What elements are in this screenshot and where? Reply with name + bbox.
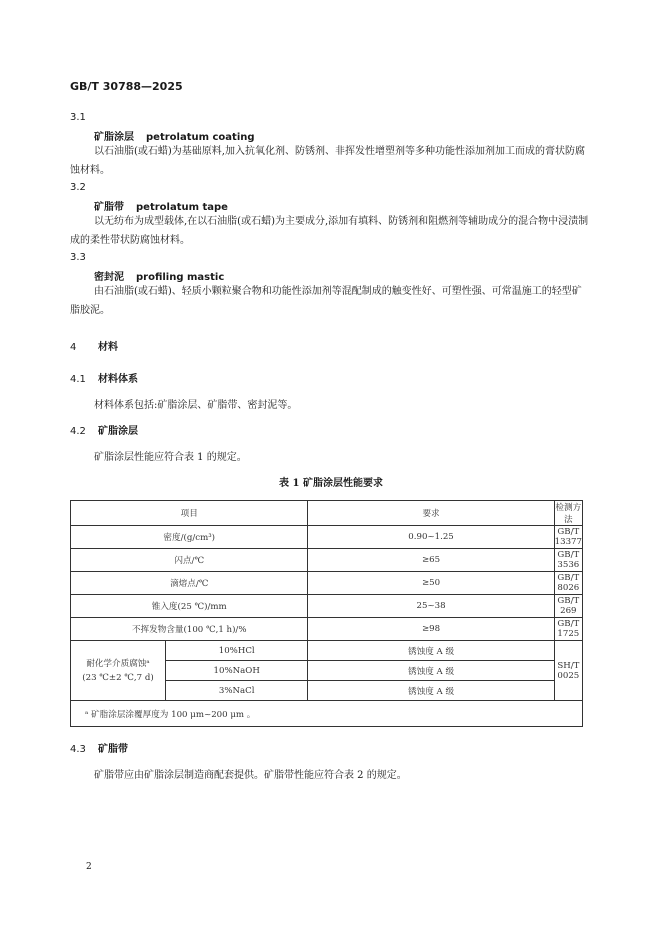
table-header-row bbox=[71, 501, 583, 526]
cell-method: GB/T 13377 bbox=[554, 527, 582, 547]
cell-item: 锥入度(25 ℃)/mm bbox=[71, 595, 308, 618]
standard-header: GB/T 30788—2025 bbox=[70, 80, 183, 93]
cell-method: GB/T 8026 bbox=[554, 572, 582, 595]
cell-requirement: 0.90~1.25 bbox=[308, 526, 554, 549]
table-row bbox=[71, 526, 583, 549]
cell-item: 不挥发物含量(100 ℃,1 h)/% bbox=[71, 618, 308, 641]
section-title: 矿脂涂层 bbox=[98, 426, 138, 437]
section-text: 矿脂带应由矿脂涂层制造商配套提供。矿脂带性能应符合表 2 的规定。 bbox=[94, 770, 407, 781]
subsection-heading bbox=[70, 422, 138, 437]
cell-medium: 10%NaOH bbox=[165, 661, 307, 681]
cell-requirement: 锈蚀度 A 级 bbox=[308, 641, 554, 661]
cell-method: SH/T 0025 bbox=[554, 641, 582, 701]
cell-requirement: 25~38 bbox=[308, 595, 554, 618]
term-definition: 以石油脂(或石蜡)为基础原料,加入抗氧化剂、防锈剂、非挥发性增塑剂等多种功能性添加剂加工而成的膏状防腐蚀材料。 bbox=[70, 146, 585, 176]
header-requirement: 要求 bbox=[308, 501, 554, 526]
term-definition: 由石油脂(或石蜡)、轻质小颗粒聚合物和功能性添加剂等混配制成的触变性好、可塑性强、可常温施工的轻型矿脂胶泥。 bbox=[70, 286, 582, 316]
cell-item: 滴熔点/℃ bbox=[71, 572, 308, 595]
header-item: 项目 bbox=[71, 501, 308, 526]
section-number: 4.1 bbox=[70, 374, 86, 385]
term-zh: 密封泥 bbox=[94, 272, 124, 283]
section-heading bbox=[70, 338, 118, 353]
section-text: 矿脂涂层性能应符合表 1 的规定。 bbox=[94, 452, 247, 463]
table-row bbox=[71, 572, 583, 595]
cell-method: GB/T 1725 bbox=[554, 618, 582, 641]
section-title: 材料体系 bbox=[98, 374, 138, 385]
table-row bbox=[71, 595, 583, 618]
table-caption: 表 1 矿脂涂层性能要求 bbox=[279, 478, 383, 489]
cell-requirement: ≥65 bbox=[308, 549, 554, 572]
cell-chem-resistance bbox=[71, 641, 166, 701]
section-title: 材料 bbox=[98, 342, 118, 353]
requirements-table bbox=[70, 500, 583, 727]
term-zh: 矿脂带 bbox=[94, 202, 124, 213]
section-text: 材料体系包括:矿脂涂层、矿脂带、密封泥等。 bbox=[94, 400, 298, 411]
subsection-heading bbox=[70, 370, 138, 385]
header-method: 检测方法 bbox=[554, 501, 582, 526]
cell-medium: 3%NaCl bbox=[165, 681, 307, 701]
term-definition: 以无纺布为成型载体,在以石油脂(或石蜡)为主要成分,添加有填料、防锈剂和阻燃剂等辅助成分的混合物中浸渍制成的柔性带状防腐蚀材料。 bbox=[70, 216, 589, 246]
cell-item: 密度/(g/cm³) bbox=[71, 526, 308, 549]
subsection-heading bbox=[70, 740, 128, 755]
term-en: profiling mastic bbox=[136, 272, 225, 283]
term-zh: 矿脂涂层 bbox=[94, 132, 134, 143]
section-title: 矿脂带 bbox=[98, 744, 128, 755]
cell-medium: 10%HCl bbox=[165, 641, 307, 661]
term-title bbox=[94, 198, 228, 213]
term-number: 3.3 bbox=[70, 252, 86, 263]
section-number: 4 bbox=[70, 342, 77, 353]
page-number: 2 bbox=[86, 862, 92, 872]
table-footnote: ᵃ 矿脂涂层涂覆厚度为 100 μm~200 μm 。 bbox=[71, 701, 583, 727]
term-title bbox=[94, 268, 224, 283]
term-number: 3.1 bbox=[70, 112, 86, 123]
cell-method: GB/T 3536 bbox=[554, 549, 582, 572]
cell-requirement: ≥50 bbox=[308, 572, 554, 595]
section-number: 4.3 bbox=[70, 744, 86, 755]
table-row bbox=[71, 641, 583, 661]
cell-requirement: ≥98 bbox=[308, 618, 554, 641]
chem-condition: (23 ℃±2 ℃,7 d) bbox=[82, 672, 154, 683]
cell-method: GB/T 269 bbox=[554, 595, 582, 618]
cell-requirement: 锈蚀度 A 级 bbox=[308, 661, 554, 681]
term-title bbox=[94, 128, 255, 143]
section-number: 4.2 bbox=[70, 426, 86, 437]
term-en: petrolatum tape bbox=[136, 202, 228, 213]
cell-item: 闪点/℃ bbox=[71, 549, 308, 572]
table-note-row bbox=[71, 701, 583, 727]
chem-label: 耐化学介质腐蚀ᵃ bbox=[86, 658, 150, 669]
term-number: 3.2 bbox=[70, 182, 86, 193]
term-en: petrolatum coating bbox=[146, 132, 255, 143]
cell-requirement: 锈蚀度 A 级 bbox=[308, 681, 554, 701]
table-row bbox=[71, 549, 583, 572]
table-row bbox=[71, 618, 583, 641]
